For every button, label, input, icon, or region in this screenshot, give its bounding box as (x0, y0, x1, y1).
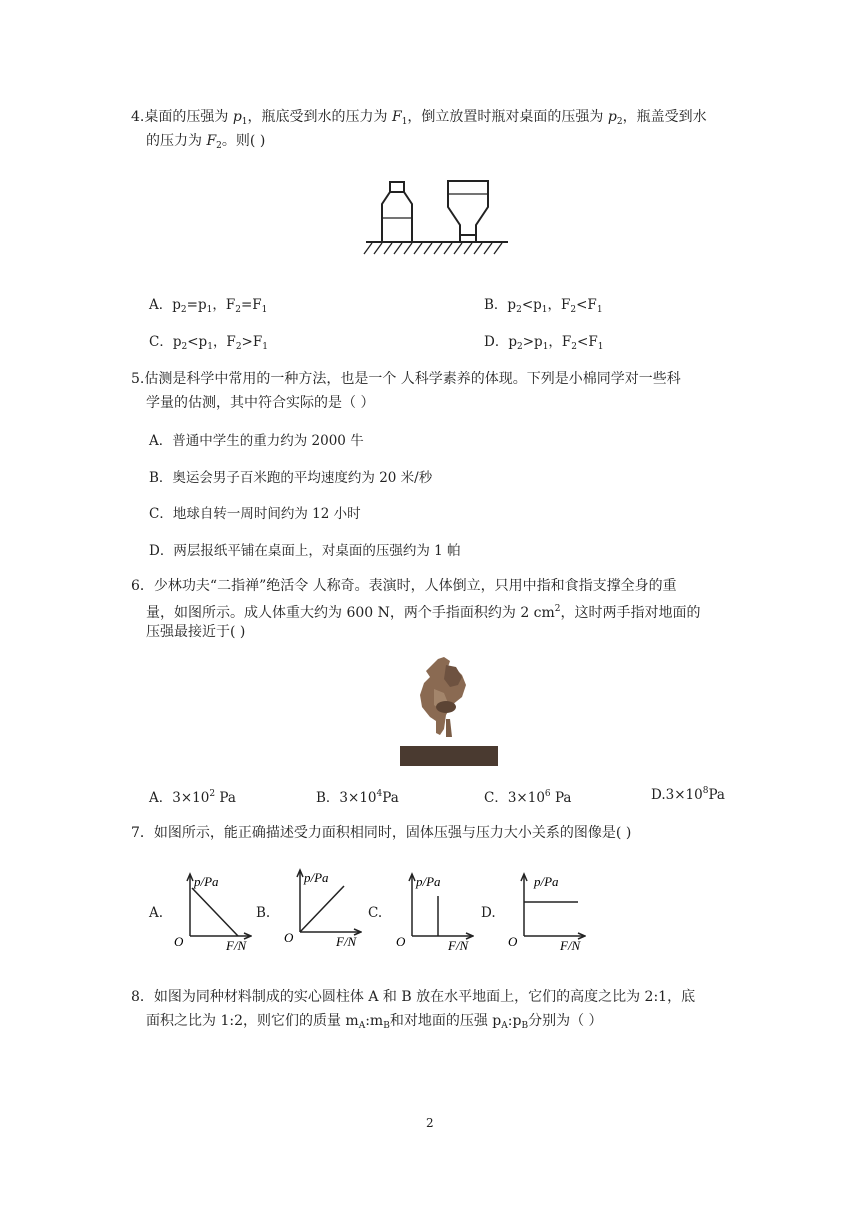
q4-option-b[interactable]: B．$p_2<p_1$，$F_2<F_1$ (484, 297, 603, 315)
graph-a-origin: O (174, 934, 184, 949)
q6-line1: 6．少林功夫“二指禅”绝活令 人称奇。表演时，人体倒立，只用中指和食指支撑全身的重 (131, 578, 677, 594)
q4-option-c[interactable]: C．$p_2<p_1$，$F_2>F_1$ (149, 334, 268, 352)
graph-b-origin: O (284, 930, 294, 945)
q7-option-a-label[interactable]: A. (149, 905, 164, 921)
q6-option-a[interactable]: A．$3\times 10^2$ Pa (149, 789, 236, 806)
q7-option-b-label[interactable]: B. (256, 905, 271, 921)
graph-a-ylabel: p/Pa (194, 874, 219, 889)
q4-line1: 4.桌面的压强为 $p_1$，瓶底受到水的压力为 $F_1$，倒立放置时瓶对桌面的压强为 $p_2$，瓶盖受到水 (131, 109, 707, 127)
graph-a-xlabel: F/N (226, 938, 247, 952)
graph-a[interactable] (172, 870, 252, 952)
q5-option-a[interactable]: A．普通中学生的重力约为 2000 牛 (149, 433, 364, 449)
graph-c-origin: O (396, 934, 406, 949)
q8-line1: 8．如图为同种材料制成的实心圆柱体 A 和 B 放在水平地面上，它们的高度之比为 2:1，底 (131, 989, 696, 1005)
q7-line1: 7．如图所示，能正确描述受力面积相同时，固体压强与压力大小关系的图像是( ) (131, 825, 632, 841)
q5-line1: 5.估测是科学中常用的一种方法，也是一个 人科学素养的体现。下列是小棉同学对一些科 (131, 371, 681, 387)
graph-c[interactable] (394, 870, 474, 952)
q6-line2: 量，如图所示。成人体重大约为 600 N，两个手指面积约为 2 $cm^2$，这时两手指对地面的 (146, 604, 701, 621)
graph-d-ylabel: p/Pa (534, 874, 559, 889)
q4-option-a[interactable]: A．$p_2=p_1$，$F_2=F_1$ (149, 297, 268, 315)
finger-stand-photo (398, 655, 500, 767)
q5-option-c[interactable]: C．地球自转一周时间约为 12 小时 (149, 506, 361, 522)
graph-d-xlabel: F/N (560, 938, 581, 952)
graph-d-origin: O (508, 934, 518, 949)
q6-option-d[interactable]: $D.3\times 10^8Pa$ (651, 786, 725, 803)
graph-c-xlabel: F/N (448, 938, 469, 952)
q6-option-c[interactable]: C．$3\times 10^6$ Pa (484, 789, 572, 806)
q4-line2: 的压力为 $F_2$。则( ) (146, 133, 266, 151)
q6-line3: 压强最接近于( ) (146, 624, 246, 640)
graph-b-ylabel: p/Pa (304, 870, 329, 885)
q5-option-b[interactable]: B．奥运会男子百米跑的平均速度约为 20 米/秒 (149, 470, 433, 486)
graph-c-ylabel: p/Pa (416, 874, 441, 889)
bottles-figure (362, 178, 512, 258)
q8-line2: 面积之比为 1:2，则它们的质量 $m_A:m_B$和对地面的压强 $p_A:p_B$分别为（ ） (146, 1013, 603, 1031)
q7-option-c-label[interactable]: C. (368, 905, 383, 921)
graph-b[interactable] (282, 866, 362, 948)
graph-b-xlabel: F/N (336, 934, 357, 948)
q4-option-d[interactable]: D．$p_2>p_1$，$F_2<F_1$ (484, 334, 604, 352)
graph-d[interactable] (506, 870, 586, 952)
page-number: 2 (426, 1116, 434, 1130)
q5-line2: 学量的估测，其中符合实际的是（ ） (146, 395, 375, 411)
q6-option-b[interactable]: B．$3\times 10^4Pa$ (316, 789, 399, 806)
q7-option-d-label[interactable]: D. (481, 905, 496, 921)
q5-option-d[interactable]: D．两层报纸平铺在桌面上，对桌面的压强约为 1 帕 (149, 543, 461, 559)
